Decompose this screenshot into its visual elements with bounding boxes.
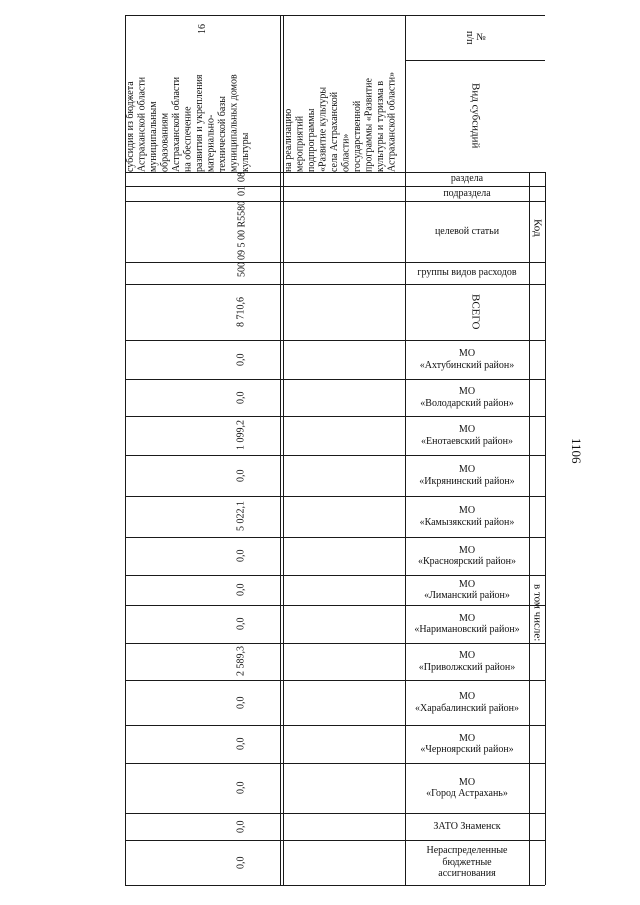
- district-header: МО «Наримановский район»: [414, 612, 520, 635]
- row-district-value: 0,0: [235, 781, 247, 795]
- table-border-right: [545, 172, 546, 885]
- header-subsidy-type: Вид субсидий: [469, 83, 482, 149]
- district-header: МО «Енотаевский район»: [420, 424, 513, 447]
- header-code-column: подраздела: [443, 187, 491, 199]
- district-header: Нераспределенные бюджетные ассигнования: [426, 845, 508, 880]
- row-code-value: 09 5 00 R5580: [236, 201, 248, 261]
- header-code: Код: [531, 219, 544, 237]
- header-including: в том числе:: [531, 583, 544, 642]
- district-header: МО «Красноярский район»: [418, 544, 516, 567]
- header-code-column: целевой статьи: [434, 225, 500, 237]
- row-code-value: 500: [236, 262, 248, 277]
- row-district-value: 0,0: [235, 820, 247, 833]
- row-district-value: 0,0: [235, 617, 247, 631]
- district-header: МО «Харабалинский район»: [414, 691, 520, 714]
- row-district-value: 0,0: [235, 696, 247, 709]
- column-separator: [280, 15, 281, 885]
- row-district-value: 0,0: [235, 737, 247, 751]
- district-header: МО «Приволжский район»: [418, 650, 516, 673]
- row-code-value: 08: [236, 172, 248, 182]
- district-header: МО «Лиманский район»: [424, 578, 510, 601]
- row-code-value: 01: [236, 186, 248, 196]
- row-district-value: 0,0: [235, 469, 247, 482]
- district-header: МО «Черноярский район»: [420, 732, 514, 755]
- page-number: 1106: [569, 438, 584, 464]
- row-total-value: 8 710,6: [235, 297, 247, 327]
- row-district-value: 2 589,3: [235, 646, 247, 677]
- district-header: МО «Ахтубинский район»: [419, 348, 515, 371]
- row-district-value: 1 099,2: [235, 420, 247, 451]
- district-header: МО «Володарский район»: [420, 386, 514, 409]
- row-number: 16: [196, 24, 208, 34]
- row-district-value: 0,0: [235, 391, 247, 404]
- row-description: субсидия из бюджета Астраханской области муниципальным образованиям Астраханской области на обеспечение развития и укрепления материально- технической базы муниципальных домов культуры: [125, 74, 251, 172]
- row-district-value: 0,0: [235, 353, 247, 366]
- table-border-bottom: [125, 885, 545, 886]
- district-header: МО «Икрянинский район»: [419, 464, 515, 487]
- district-header: МО «Камызякский район»: [419, 505, 515, 528]
- header-code-column: раздела: [450, 173, 484, 185]
- header-number: № п/п: [464, 30, 487, 45]
- row-district-value: 0,0: [235, 549, 247, 563]
- header-total: ВСЕГО: [469, 294, 482, 330]
- district-header: МО «Город Астрахань»: [426, 776, 508, 799]
- row-district-value: 0,0: [235, 583, 247, 597]
- district-header: ЗАТО Знаменск: [433, 820, 501, 832]
- row-district-value: 0,0: [235, 856, 247, 869]
- row-district-value: 5 022,1: [235, 501, 247, 532]
- header-code-column: группы видов расходов: [417, 267, 517, 279]
- program-description: на реализацию мероприятий подпрограммы «Развитие культуры села Астраханской области» государственной программы «Развитие культуры и туризма в Астраханской области»: [283, 71, 398, 172]
